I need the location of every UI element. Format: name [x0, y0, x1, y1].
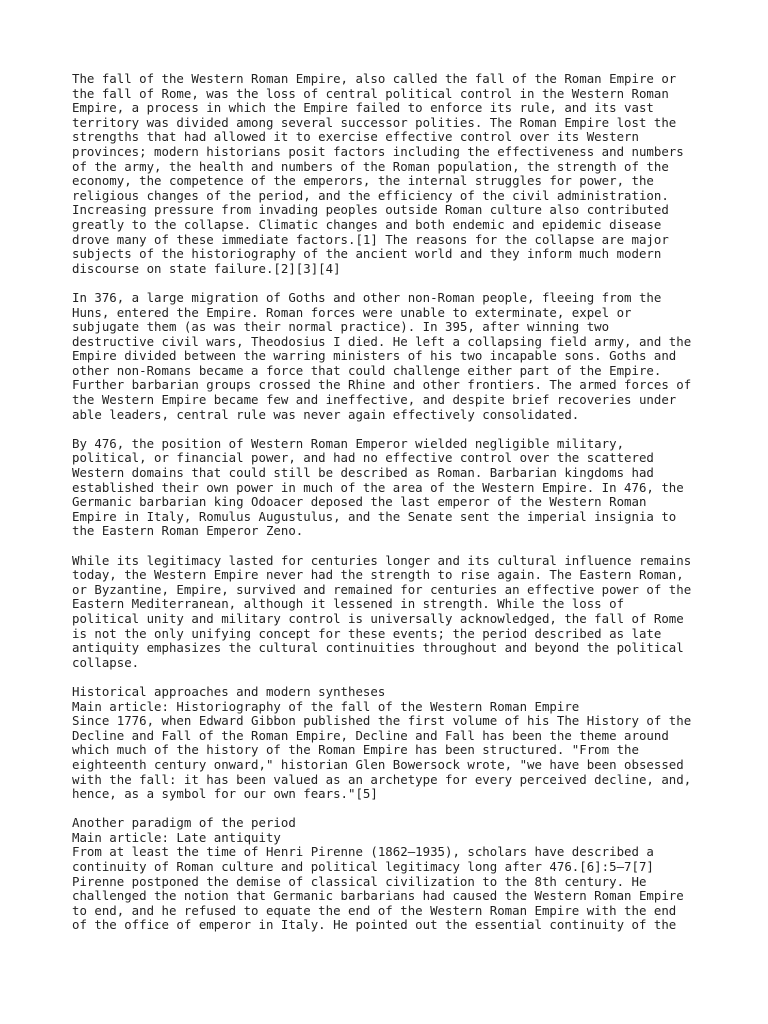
paragraph-476 — [72, 437, 712, 539]
text-line: Decline and Fall of the Roman Empire, Decline and Fall has been the theme around — [72, 727, 669, 743]
text-line: territory was divided among several successor polities. The Roman Empire lost the — [72, 114, 677, 130]
text-line: Main article: Historiography of the fall of the Western Roman Empire — [72, 698, 580, 714]
text-line: hence, as a symbol for our own fears."[5] — [72, 786, 378, 802]
text-line: established their own power in much of the area of the Western Empire. In 476, the — [72, 479, 684, 495]
text-line: discourse on state failure.[2][3][4] — [72, 260, 341, 276]
text-line: Empire in Italy, Romulus Augustulus, and the Senate sent the imperial insignia to — [72, 508, 677, 524]
text-line: economy, the competence of the emperors, the internal struggles for power, the — [72, 173, 654, 189]
text-line: greatly to the collapse. Climatic changes and both endemic and epidemic disease — [72, 216, 662, 232]
text-line: to end, and he refused to equate the end of the Western Roman Empire with the end — [72, 902, 677, 918]
text-line: of the office of emperor in Italy. He pointed out the essential continuity of the — [72, 917, 677, 933]
text-line: other non-Romans became a force that could challenge either part of the Empire. — [72, 362, 662, 378]
text-line: While its legitimacy lasted for centuries longer and its cultural influence remains — [72, 552, 692, 568]
text-line: with the fall: it has been valued as an archetype for every perceived decline, and, — [72, 771, 692, 787]
text-line: strengths that had allowed it to exercise effective control over its Western — [72, 129, 639, 145]
text-line: Empire divided between the warring ministers of his two incapable sons. Goths and — [72, 348, 677, 364]
text-line: the fall of Rome, was the loss of central political control in the Western Roman — [72, 85, 669, 101]
text-line: Another paradigm of the period — [72, 815, 296, 831]
text-line: Empire, a process in which the Empire failed to enforce its rule, and its vast — [72, 100, 654, 116]
text-line: Huns, entered the Empire. Roman forces were unable to exterminate, expel or — [72, 304, 632, 320]
text-line: political unity and military control is universally acknowledged, the fall of Rome — [72, 610, 684, 626]
text-line: Increasing pressure from invading peoples outside Roman culture also contributed — [72, 202, 669, 218]
text-line: antiquity emphasizes the cultural continuities throughout and beyond the political — [72, 640, 684, 656]
text-line: Main article: Late antiquity — [72, 829, 281, 845]
text-line: Since 1776, when Edward Gibbon published the first volume of his The History of the — [72, 713, 692, 729]
text-line: is not the only unifying concept for these events; the period described as late — [72, 625, 662, 641]
text-line: collapse. — [72, 654, 140, 670]
text-line: Further barbarian groups crossed the Rhine and other frontiers. The armed forces of — [72, 377, 692, 393]
text-line: From at least the time of Henri Pirenne (1862–1935), scholars have described a — [72, 844, 654, 860]
text-line: Historical approaches and modern syntheses — [72, 683, 386, 699]
text-line: which much of the history of the Roman Empire has been structured. "From the — [72, 742, 639, 758]
text-line: subjects of the historiography of the ancient world and they inform much modern — [72, 246, 662, 262]
text-line: the Eastern Roman Emperor Zeno. — [72, 523, 304, 539]
text-line: continuity of Roman culture and political legitimacy long after 476.[6]:5–7[7] — [72, 859, 654, 875]
text-line: of the army, the health and numbers of the Roman population, the strength of the — [72, 158, 669, 174]
paragraph-intro — [72, 72, 712, 276]
text-line: able leaders, central rule was never again effectively consolidated. — [72, 406, 580, 422]
text-line: provinces; modern historians posit factors including the effectiveness and numbers — [72, 143, 684, 159]
text-line: eighteenth century onward," historian Glen Bowersock wrote, "we have been obsessed — [72, 756, 684, 772]
document-page — [72, 72, 712, 948]
text-line: The fall of the Western Roman Empire, also called the fall of the Roman Empire or — [72, 71, 677, 86]
text-line: Pirenne postponed the demise of classical civilization to the 8th century. He — [72, 873, 647, 889]
text-line: challenged the notion that Germanic barbarians had caused the Western Roman Empire — [72, 888, 684, 904]
text-line: Germanic barbarian king Odoacer deposed the last emperor of the Western Roman — [72, 494, 647, 510]
text-line: today, the Western Empire never had the strength to rise again. The Eastern Roman, — [72, 567, 684, 583]
paragraph-legitimacy — [72, 554, 712, 671]
text-line: By 476, the position of Western Roman Emperor wielded negligible military, — [72, 435, 625, 451]
paragraph-another-paradigm — [72, 816, 712, 933]
text-line: or Byzantine, Empire, survived and remained for centuries an effective power of the — [72, 581, 692, 597]
paragraph-historical-approaches — [72, 685, 712, 802]
text-line: political, or financial power, and had no effective control over the scattered — [72, 450, 654, 466]
text-line: subjugate them (as was their normal practice). In 395, after winning two — [72, 319, 610, 335]
text-line: In 376, a large migration of Goths and other non-Roman people, fleeing from the — [72, 289, 662, 305]
text-line: religious changes of the period, and the efficiency of the civil administration. — [72, 187, 669, 203]
paragraph-migration — [72, 291, 712, 422]
text-line: destructive civil wars, Theodosius I died. He left a collapsing field army, and the — [72, 333, 692, 349]
text-line: Eastern Mediterranean, although it lessened in strength. While the loss of — [72, 596, 625, 612]
text-line: Western domains that could still be described as Roman. Barbarian kingdoms had — [72, 465, 654, 481]
text-line: drove many of these immediate factors.[1] The reasons for the collapse are major — [72, 231, 669, 247]
text-line: the Western Empire became few and ineffective, and despite brief recoveries under — [72, 392, 677, 408]
